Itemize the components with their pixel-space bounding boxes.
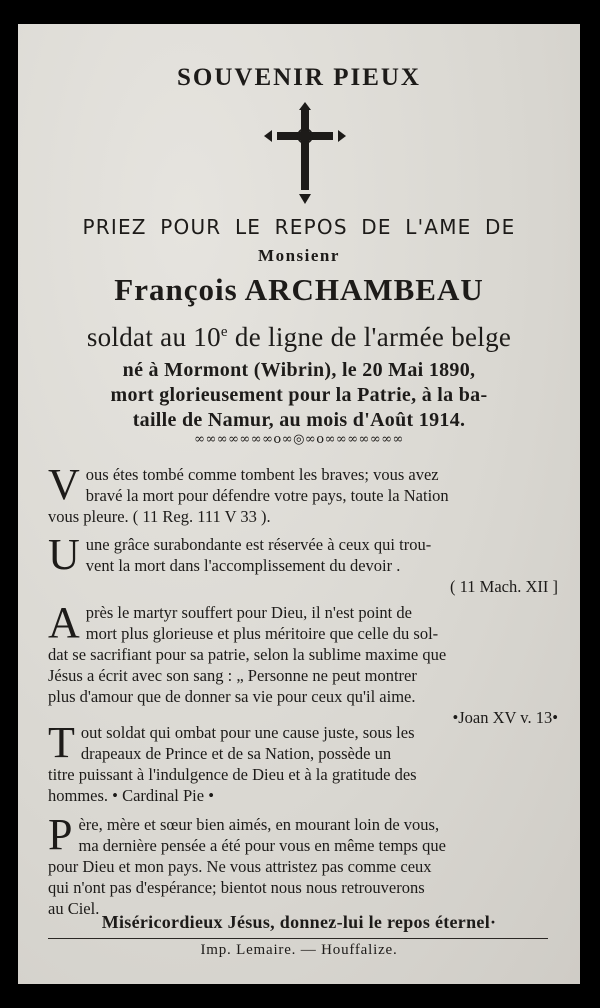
honorific: Monsienr [258, 246, 340, 265]
card-title: SOUVENIR PIEUX [176, 64, 421, 91]
paragraph-2 [48, 530, 558, 597]
paragraph-3 [48, 598, 558, 728]
paragraph-line: Jésus a écrit avec son sang : „ Personne ne peut montrer [48, 666, 417, 685]
scripture-reference: •Joan XV v. 13• [452, 708, 558, 727]
birth-line: né à Mormont (Wibrin), le 20 Mai 1890, [122, 359, 476, 381]
paragraph-line: ère, mère et sœur bien aimés, en mourant loin de vous, [78, 815, 440, 834]
paragraph-line: près le martyr souffert pour Dieu, il n'est point de [85, 603, 412, 622]
paragraph-4 [48, 718, 558, 806]
regiment-superscript: e [220, 324, 228, 340]
paragraph-line: ma dernière pensée a été pour vous en même temps que [78, 836, 446, 855]
prayer-heading: PRIEZ POUR LE REPOS DE L'AME DE [82, 215, 516, 239]
closing-prayer: Miséricordieux Jésus, donnez-lui le repos éternel· [101, 912, 497, 932]
paragraph-line: qui n'ont pas d'espérance; bientot nous nous retrouverons [48, 878, 425, 897]
paragraph-line: bravé la mort pour défendre votre pays, toute la Nation [85, 486, 449, 505]
regiment-suffix: de ligne de l'armée belge [227, 322, 512, 352]
biography [18, 358, 580, 433]
drop-cap: V [48, 460, 80, 509]
paragraph-line: pour Dieu et mon pays. Ne vous attristez pas comme ceux [48, 857, 432, 876]
printer-imprint: Imp. Lemaire. — Houffalize. [200, 942, 398, 958]
paragraph-5 [48, 810, 558, 919]
death-line-2: taille de Namur, au mois d'Août 1914. [132, 409, 466, 431]
paragraph-line: vent la mort dans l'accomplissement du devoir . [85, 556, 401, 575]
deceased-name: François ARCHAMBEAU [114, 272, 484, 307]
paragraph-line: une grâce surabondante est réservée à ceux qui trou- [85, 535, 432, 554]
death-line-1: mort glorieusement pour la Patrie, à la ba- [110, 384, 488, 406]
paragraph-1 [48, 460, 558, 527]
ornamental-divider: ∞∞∞∞∞∞∞o∞◎∞o∞∞∞∞∞∞∞ [194, 432, 404, 447]
scripture-reference: ( 11 Mach. XII ] [450, 577, 558, 596]
paragraph-line: dat se sacrifiant pour sa patrie, selon la sublime maxime que [48, 645, 447, 664]
drop-cap: U [48, 530, 80, 579]
regiment-line [18, 322, 580, 353]
cross-icon [264, 102, 346, 204]
drop-cap: T [48, 718, 75, 767]
paragraph-line: ous étes tombé comme tombent les braves; vous avez [85, 465, 439, 484]
paragraph-line: out soldat qui ombat pour une cause juste, sous les [80, 723, 415, 742]
divider-rule [48, 938, 548, 939]
paragraph-line: mort plus glorieuse et plus méritoire que celle du sol- [85, 624, 439, 643]
paragraph-line: drapeaux de Prince et de sa Nation, possède un [80, 744, 392, 763]
paragraph-line: plus d'amour que de donner sa vie pour ceux qu'il aime. [48, 687, 416, 706]
drop-cap: A [48, 598, 80, 647]
drop-cap: P [48, 810, 73, 859]
paragraph-line: vous pleure. ( 11 Reg. 111 V 33 ). [48, 507, 271, 526]
regiment-prefix: soldat au 10 [86, 322, 221, 352]
paragraph-line: hommes. • Cardinal Pie • [48, 786, 214, 805]
paragraph-line: titre puissant à l'indulgence de Dieu et à la gratitude des [48, 765, 417, 784]
paragraph-line: au Ciel. [48, 899, 100, 918]
memorial-card [18, 24, 580, 984]
